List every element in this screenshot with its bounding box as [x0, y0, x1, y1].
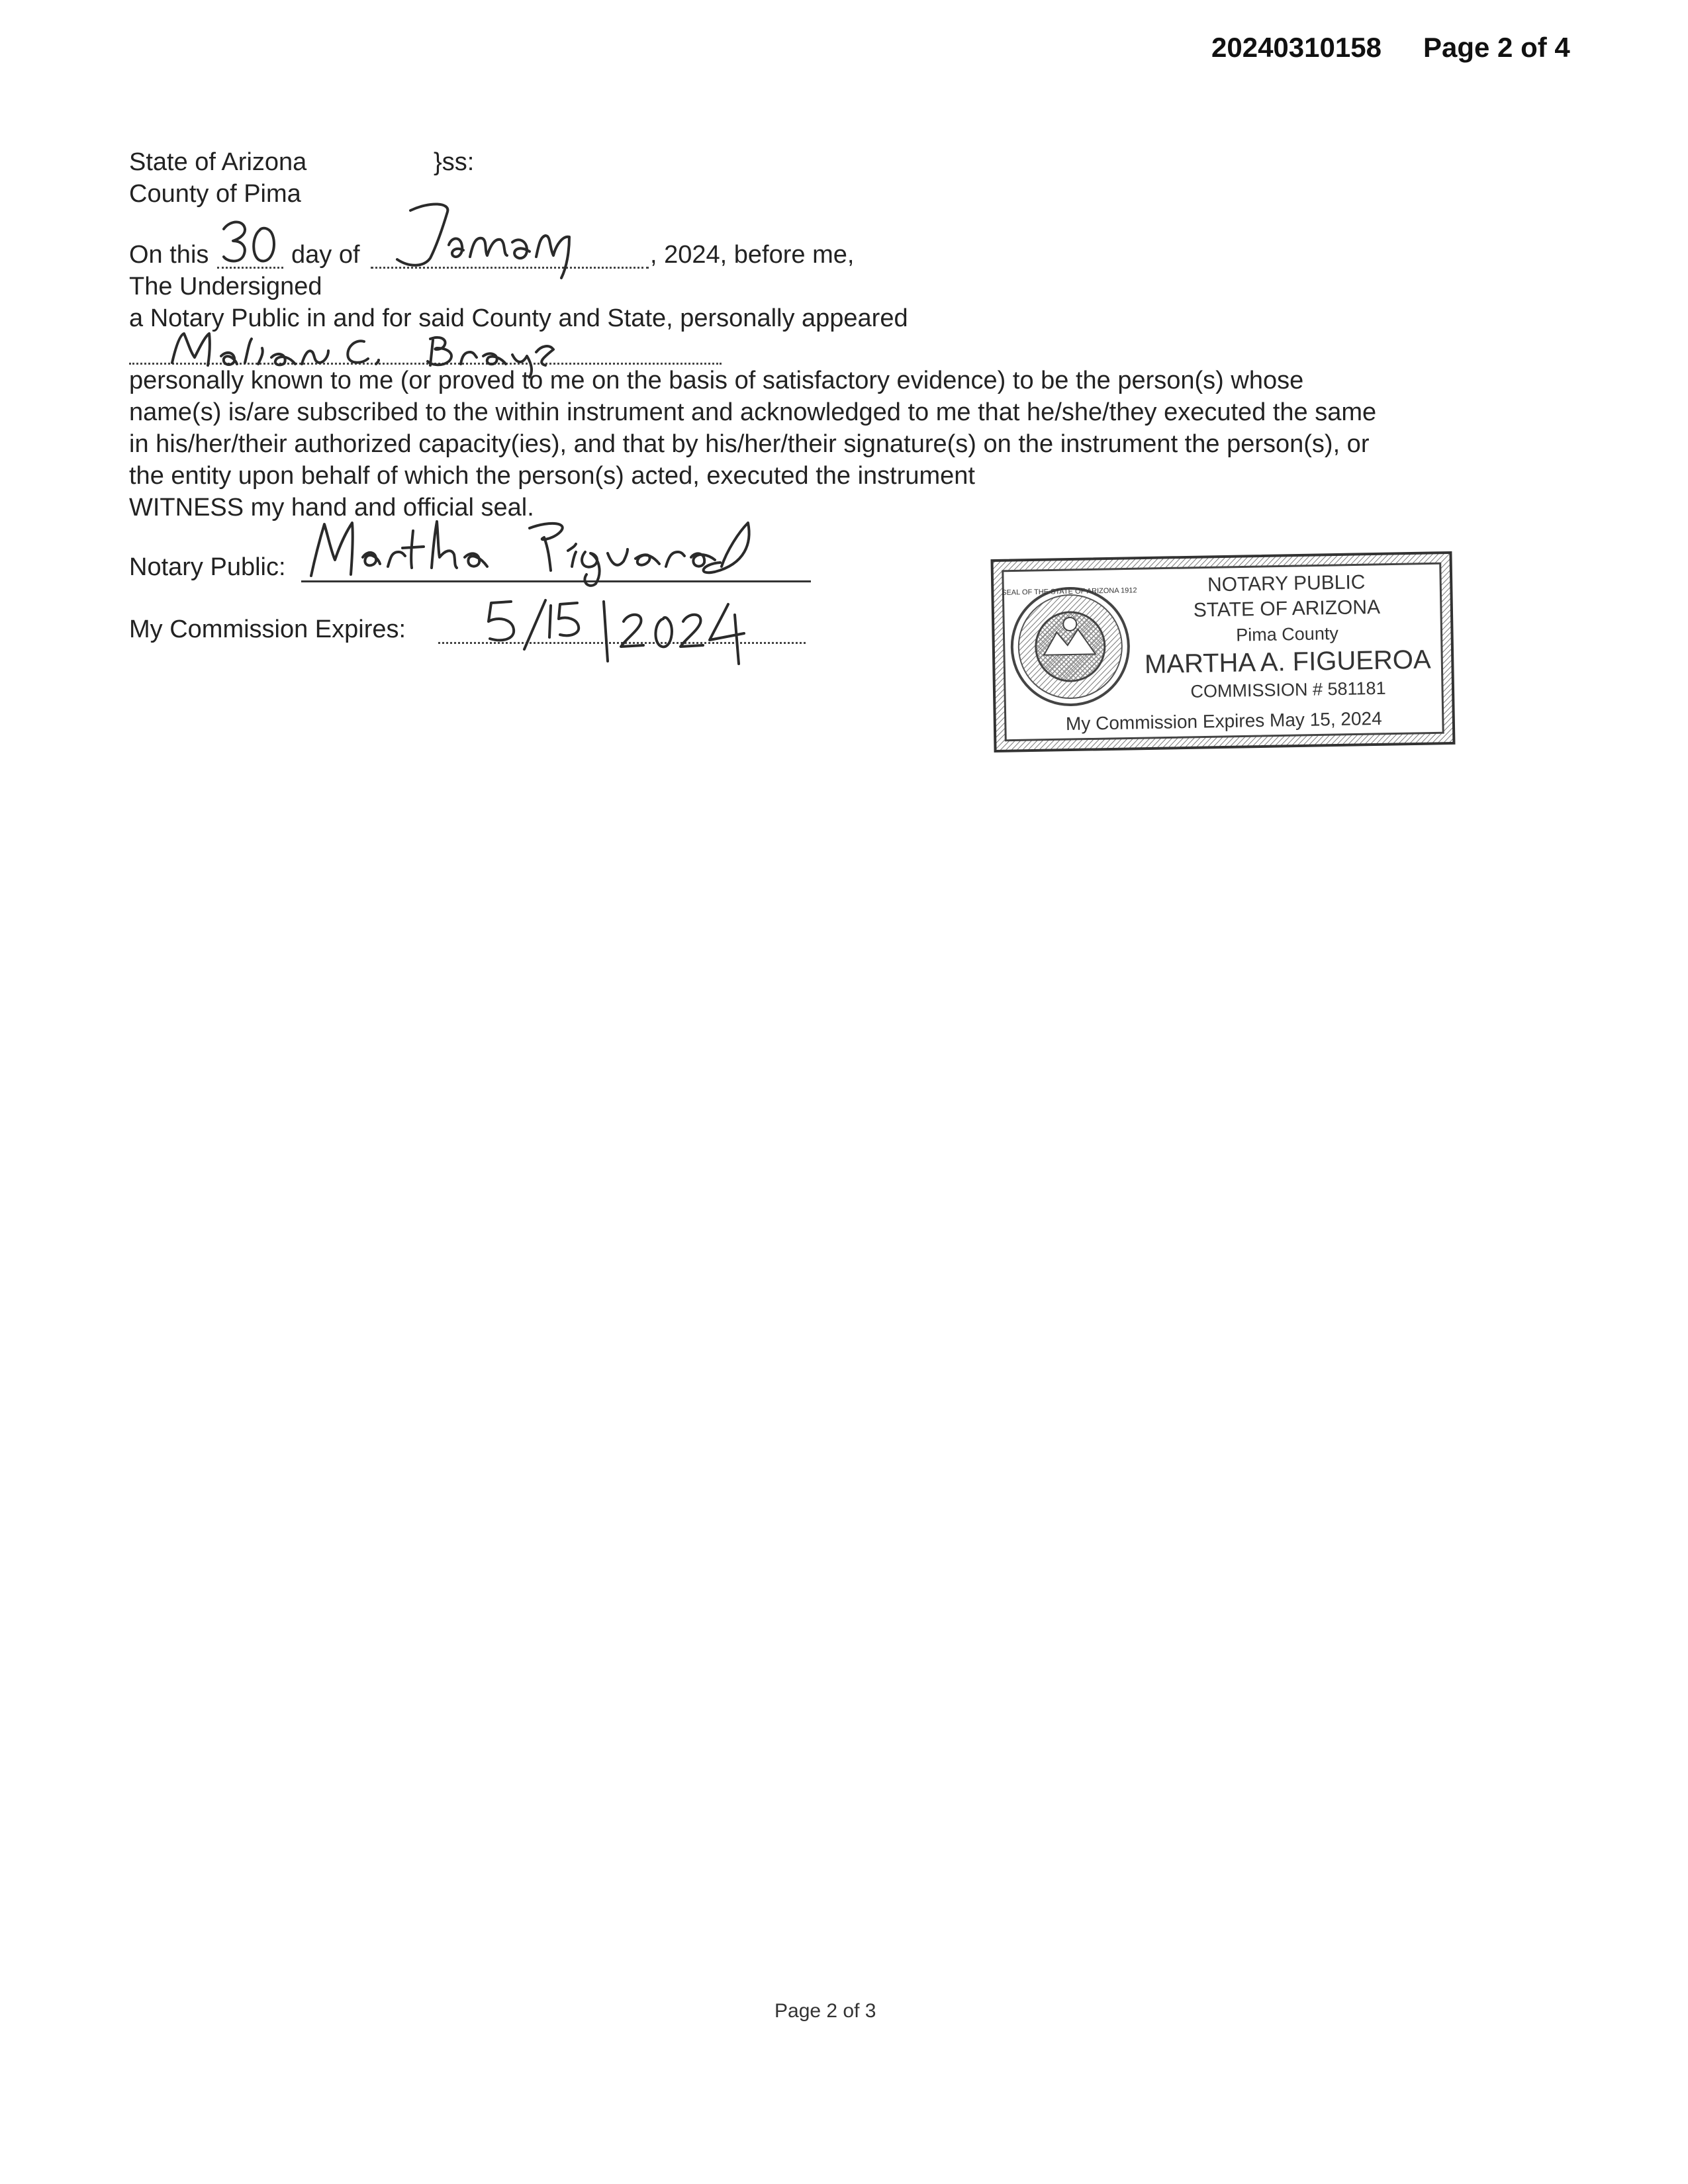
document-number: 20240310158	[1211, 32, 1382, 63]
notary-public-label: Notary Public:	[129, 553, 286, 581]
commission-label: My Commission Expires:	[129, 615, 406, 643]
ss-mark: }ss:	[434, 148, 475, 176]
notary-appearance-line: a Notary Public in and for said County and State, personally appeared	[129, 304, 908, 332]
stamp-notary-public: NOTARY PUBLIC	[1207, 571, 1366, 596]
day-of-label: day of	[291, 241, 360, 269]
witness-line: WITNESS my hand and official seal.	[129, 494, 534, 522]
body-line-1: personally known to me (or proved to me on the basis of satisfactory evidence) to be the person(s) whose	[129, 367, 1304, 394]
stamp-expiration: My Commission Expires May 15, 2024	[1065, 707, 1382, 735]
notary-signature	[291, 511, 755, 587]
stamp-state: STATE OF ARIZONA	[1193, 596, 1381, 621]
day-handwriting	[218, 210, 285, 270]
year-before-me: , 2024, before me,	[650, 241, 855, 269]
body-line-4: the entity upon behalf of which the person(s) acted, executed the instrument	[129, 462, 975, 490]
seal-text: SEAL OF THE STATE OF ARIZONA 1912	[1002, 586, 1137, 597]
header-page-label: Page 2 of 4	[1423, 32, 1570, 63]
stamp-commission-number: COMMISSION # 581181	[1190, 678, 1386, 702]
month-handwriting	[371, 199, 583, 285]
commission-date-handwriting	[477, 592, 774, 665]
body-line-3: in his/her/their authorized capacity(ies), and that by his/her/their signature(s) on the instrument the person(s), or	[129, 430, 1370, 458]
state-seal-icon	[1011, 588, 1129, 706]
body-line-2: name(s) is/are subscribed to the within instrument and acknowledged to me that he/she/they executed the same	[129, 398, 1377, 426]
on-this-label: On this	[129, 241, 209, 269]
stamp-county: Pima County	[1236, 623, 1339, 645]
stamp-notary-name: MARTHA A. FIGUEROA	[1144, 645, 1431, 680]
undersigned-line: The Undersigned	[129, 273, 322, 300]
state-line: State of Arizona	[129, 148, 307, 176]
notary-stamp	[988, 549, 1458, 755]
footer-page-label: Page 2 of 3	[774, 2000, 876, 2022]
county-line: County of Pima	[129, 180, 301, 208]
